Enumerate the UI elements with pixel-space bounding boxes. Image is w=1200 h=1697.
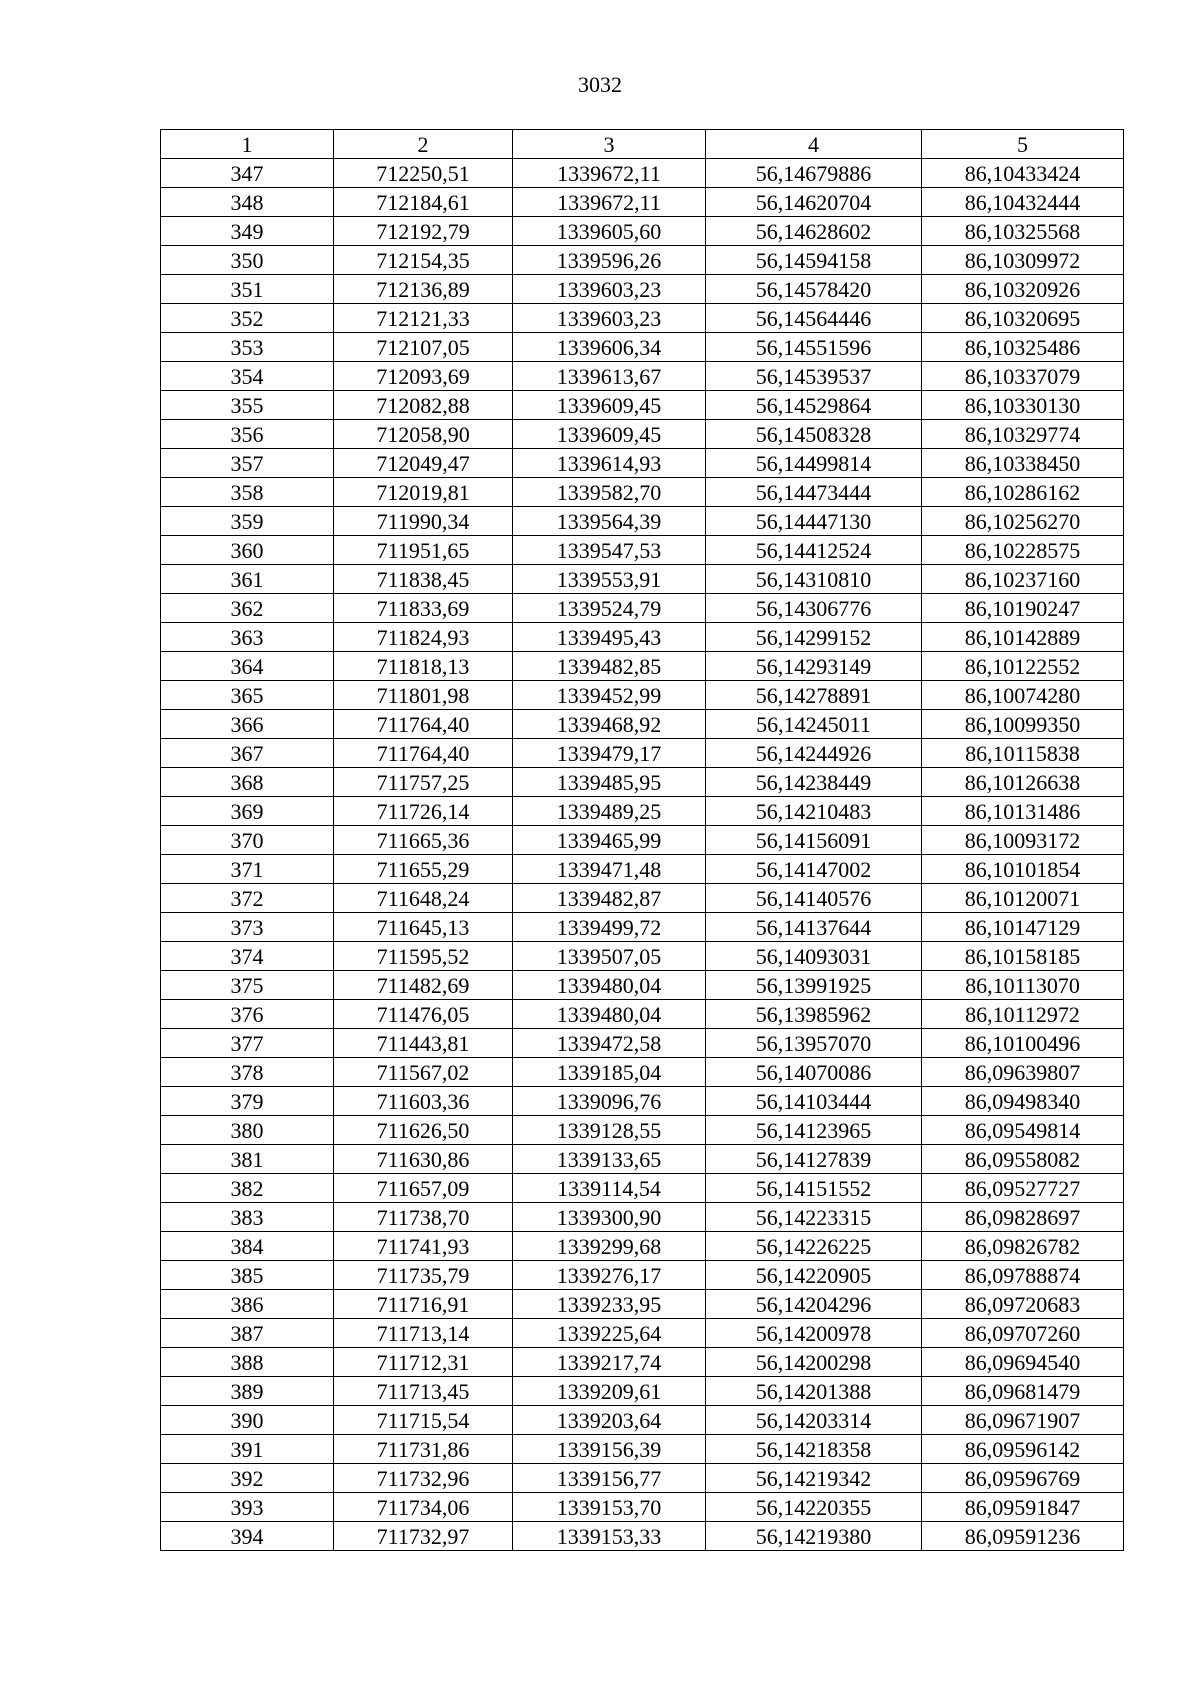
table-cell-col-1: 349 — [161, 217, 334, 246]
table-row — [161, 333, 1124, 362]
table-cell-col-3: 1339114,54 — [513, 1174, 706, 1203]
table-cell-col-4: 56,14238449 — [706, 768, 922, 797]
table-cell-col-1: 353 — [161, 333, 334, 362]
table-cell-col-2: 712107,05 — [334, 333, 513, 362]
table-cell-col-4: 56,14204296 — [706, 1290, 922, 1319]
table-cell-col-5: 86,10158185 — [922, 942, 1124, 971]
table-cell-col-3: 1339603,23 — [513, 304, 706, 333]
table-cell-col-2: 711990,34 — [334, 507, 513, 536]
table-cell-col-3: 1339153,33 — [513, 1522, 706, 1551]
table-cell-col-4: 56,14539537 — [706, 362, 922, 391]
table-cell-col-2: 712154,35 — [334, 246, 513, 275]
table-cell-col-5: 86,09591847 — [922, 1493, 1124, 1522]
table-cell-col-2: 711732,97 — [334, 1522, 513, 1551]
table-cell-col-2: 711801,98 — [334, 681, 513, 710]
table-cell-col-3: 1339596,26 — [513, 246, 706, 275]
table-cell-col-3: 1339482,87 — [513, 884, 706, 913]
table-row — [161, 942, 1124, 971]
table-cell-col-5: 86,10256270 — [922, 507, 1124, 536]
table-cell-col-3: 1339472,58 — [513, 1029, 706, 1058]
table-row — [161, 652, 1124, 681]
table-cell-col-5: 86,09681479 — [922, 1377, 1124, 1406]
table-cell-col-4: 56,13985962 — [706, 1000, 922, 1029]
table-cell-col-1: 371 — [161, 855, 334, 884]
table-cell-col-5: 86,09788874 — [922, 1261, 1124, 1290]
table-cell-col-4: 56,14679886 — [706, 159, 922, 188]
table-cell-col-5: 86,09558082 — [922, 1145, 1124, 1174]
table-cell-col-2: 711764,40 — [334, 739, 513, 768]
table-cell-col-2: 711764,40 — [334, 710, 513, 739]
table-cell-col-2: 712250,51 — [334, 159, 513, 188]
table-cell-col-1: 356 — [161, 420, 334, 449]
table-cell-col-2: 711713,14 — [334, 1319, 513, 1348]
table-cell-col-3: 1339217,74 — [513, 1348, 706, 1377]
table-row — [161, 478, 1124, 507]
table-cell-col-5: 86,10320695 — [922, 304, 1124, 333]
table-cell-col-1: 366 — [161, 710, 334, 739]
table-cell-col-3: 1339233,95 — [513, 1290, 706, 1319]
table-cell-col-4: 56,14278891 — [706, 681, 922, 710]
table-cell-col-5: 86,09694540 — [922, 1348, 1124, 1377]
table-cell-col-1: 387 — [161, 1319, 334, 1348]
table-cell-col-3: 1339480,04 — [513, 1000, 706, 1029]
table-cell-col-5: 86,10190247 — [922, 594, 1124, 623]
table-cell-col-1: 367 — [161, 739, 334, 768]
table-cell-col-4: 56,14620704 — [706, 188, 922, 217]
table-cell-col-2: 711630,86 — [334, 1145, 513, 1174]
table-cell-col-1: 390 — [161, 1406, 334, 1435]
table-cell-col-3: 1339564,39 — [513, 507, 706, 536]
table-row — [161, 420, 1124, 449]
table-cell-col-3: 1339133,65 — [513, 1145, 706, 1174]
table-cell-col-5: 86,10100496 — [922, 1029, 1124, 1058]
table-cell-col-3: 1339452,99 — [513, 681, 706, 710]
table-cell-col-2: 711626,50 — [334, 1116, 513, 1145]
table-cell-col-1: 372 — [161, 884, 334, 913]
table-cell-col-3: 1339605,60 — [513, 217, 706, 246]
table-cell-col-5: 86,09826782 — [922, 1232, 1124, 1261]
header-cell-4: 4 — [706, 130, 922, 159]
table-cell-col-4: 56,14226225 — [706, 1232, 922, 1261]
table-cell-col-5: 86,10320926 — [922, 275, 1124, 304]
table-cell-col-3: 1339582,70 — [513, 478, 706, 507]
table-row — [161, 536, 1124, 565]
table-cell-col-4: 56,14070086 — [706, 1058, 922, 1087]
table-cell-col-3: 1339482,85 — [513, 652, 706, 681]
table-row — [161, 1319, 1124, 1348]
table-body — [161, 159, 1124, 1551]
table-cell-col-4: 56,14245011 — [706, 710, 922, 739]
table-cell-col-3: 1339672,11 — [513, 159, 706, 188]
table-cell-col-3: 1339499,72 — [513, 913, 706, 942]
table-cell-col-1: 350 — [161, 246, 334, 275]
table-cell-col-5: 86,09549814 — [922, 1116, 1124, 1145]
table-cell-col-4: 56,14137644 — [706, 913, 922, 942]
table-cell-col-3: 1339553,91 — [513, 565, 706, 594]
header-row — [161, 130, 1124, 159]
table-cell-col-1: 362 — [161, 594, 334, 623]
table-cell-col-4: 56,14293149 — [706, 652, 922, 681]
table-cell-col-3: 1339276,17 — [513, 1261, 706, 1290]
table-row — [161, 449, 1124, 478]
table-cell-col-3: 1339609,45 — [513, 420, 706, 449]
table-row — [161, 1435, 1124, 1464]
table-cell-col-3: 1339299,68 — [513, 1232, 706, 1261]
table-row — [161, 1493, 1124, 1522]
table-cell-col-3: 1339614,93 — [513, 449, 706, 478]
table-cell-col-1: 370 — [161, 826, 334, 855]
table-cell-col-1: 365 — [161, 681, 334, 710]
table-cell-col-2: 712093,69 — [334, 362, 513, 391]
table-cell-col-4: 56,14201388 — [706, 1377, 922, 1406]
table-cell-col-3: 1339128,55 — [513, 1116, 706, 1145]
table-cell-col-5: 86,10131486 — [922, 797, 1124, 826]
table-cell-col-2: 712121,33 — [334, 304, 513, 333]
table-cell-col-1: 393 — [161, 1493, 334, 1522]
table-cell-col-5: 86,09671907 — [922, 1406, 1124, 1435]
table-row — [161, 246, 1124, 275]
table-cell-col-2: 712049,47 — [334, 449, 513, 478]
table-cell-col-1: 364 — [161, 652, 334, 681]
table-cell-col-4: 56,14310810 — [706, 565, 922, 594]
table-cell-col-4: 56,14218358 — [706, 1435, 922, 1464]
table-cell-col-5: 86,10228575 — [922, 536, 1124, 565]
table-cell-col-2: 712058,90 — [334, 420, 513, 449]
table-cell-col-2: 711595,52 — [334, 942, 513, 971]
header-cell-1: 1 — [161, 130, 334, 159]
table-cell-col-5: 86,10338450 — [922, 449, 1124, 478]
table-cell-col-2: 711838,45 — [334, 565, 513, 594]
table-cell-col-4: 56,14594158 — [706, 246, 922, 275]
table-cell-col-1: 359 — [161, 507, 334, 536]
table-cell-col-2: 711731,86 — [334, 1435, 513, 1464]
table-row — [161, 1464, 1124, 1493]
table-cell-col-5: 86,09591236 — [922, 1522, 1124, 1551]
table-cell-col-4: 56,14203314 — [706, 1406, 922, 1435]
table-cell-col-2: 711824,93 — [334, 623, 513, 652]
table-cell-col-4: 56,14200978 — [706, 1319, 922, 1348]
table-cell-col-3: 1339507,05 — [513, 942, 706, 971]
table-cell-col-5: 86,10309972 — [922, 246, 1124, 275]
table-cell-col-3: 1339606,34 — [513, 333, 706, 362]
table-cell-col-1: 377 — [161, 1029, 334, 1058]
table-cell-col-1: 375 — [161, 971, 334, 1000]
table-cell-col-2: 712192,79 — [334, 217, 513, 246]
table-row — [161, 275, 1124, 304]
table-cell-col-1: 388 — [161, 1348, 334, 1377]
table-cell-col-3: 1339185,04 — [513, 1058, 706, 1087]
table-row — [161, 1522, 1124, 1551]
table-cell-col-1: 392 — [161, 1464, 334, 1493]
table-cell-col-1: 383 — [161, 1203, 334, 1232]
table-cell-col-3: 1339465,99 — [513, 826, 706, 855]
table-cell-col-5: 86,10112972 — [922, 1000, 1124, 1029]
table-cell-col-1: 348 — [161, 188, 334, 217]
table-cell-col-5: 86,10325486 — [922, 333, 1124, 362]
table-cell-col-2: 711818,13 — [334, 652, 513, 681]
table-cell-col-5: 86,10142889 — [922, 623, 1124, 652]
table-row — [161, 826, 1124, 855]
table-cell-col-5: 86,10074280 — [922, 681, 1124, 710]
table-row — [161, 594, 1124, 623]
table-row — [161, 1145, 1124, 1174]
table-row — [161, 188, 1124, 217]
table-cell-col-4: 56,14093031 — [706, 942, 922, 971]
table-cell-col-5: 86,10120071 — [922, 884, 1124, 913]
table-cell-col-3: 1339547,53 — [513, 536, 706, 565]
table-cell-col-2: 711951,65 — [334, 536, 513, 565]
table-cell-col-1: 360 — [161, 536, 334, 565]
table-cell-col-4: 56,14219380 — [706, 1522, 922, 1551]
table-row — [161, 362, 1124, 391]
table-row — [161, 739, 1124, 768]
table-cell-col-3: 1339468,92 — [513, 710, 706, 739]
table-row — [161, 304, 1124, 333]
table-cell-col-4: 56,14628602 — [706, 217, 922, 246]
table-header — [161, 130, 1124, 159]
table-row — [161, 710, 1124, 739]
table-cell-col-2: 711833,69 — [334, 594, 513, 623]
table-cell-col-3: 1339156,39 — [513, 1435, 706, 1464]
table-cell-col-1: 378 — [161, 1058, 334, 1087]
table-cell-col-4: 56,14151552 — [706, 1174, 922, 1203]
table-cell-col-1: 347 — [161, 159, 334, 188]
table-cell-col-3: 1339609,45 — [513, 391, 706, 420]
table-cell-col-3: 1339471,48 — [513, 855, 706, 884]
table-cell-col-5: 86,09498340 — [922, 1087, 1124, 1116]
table-cell-col-4: 56,14564446 — [706, 304, 922, 333]
table-cell-col-2: 712184,61 — [334, 188, 513, 217]
table-row — [161, 1406, 1124, 1435]
table-row — [161, 565, 1124, 594]
table-cell-col-1: 355 — [161, 391, 334, 420]
table-cell-col-5: 86,10147129 — [922, 913, 1124, 942]
table-row — [161, 1377, 1124, 1406]
table-cell-col-1: 382 — [161, 1174, 334, 1203]
table-cell-col-1: 363 — [161, 623, 334, 652]
table-cell-col-5: 86,10115838 — [922, 739, 1124, 768]
table-cell-col-2: 711741,93 — [334, 1232, 513, 1261]
table-row — [161, 1232, 1124, 1261]
table-row — [161, 1000, 1124, 1029]
table-cell-col-4: 56,14103444 — [706, 1087, 922, 1116]
table-cell-col-2: 711443,81 — [334, 1029, 513, 1058]
table-cell-col-4: 56,14499814 — [706, 449, 922, 478]
table-cell-col-2: 711603,36 — [334, 1087, 513, 1116]
table-row — [161, 1203, 1124, 1232]
table-cell-col-3: 1339156,77 — [513, 1464, 706, 1493]
table-cell-col-1: 369 — [161, 797, 334, 826]
table-row — [161, 623, 1124, 652]
table-cell-col-1: 374 — [161, 942, 334, 971]
table-row — [161, 1174, 1124, 1203]
table-cell-col-1: 391 — [161, 1435, 334, 1464]
table-cell-col-1: 368 — [161, 768, 334, 797]
table-cell-col-5: 86,10237160 — [922, 565, 1124, 594]
table-cell-col-3: 1339479,17 — [513, 739, 706, 768]
table-cell-col-2: 711712,31 — [334, 1348, 513, 1377]
table-cell-col-4: 56,14156091 — [706, 826, 922, 855]
table-cell-col-4: 56,14412524 — [706, 536, 922, 565]
table-cell-col-1: 379 — [161, 1087, 334, 1116]
table-cell-col-3: 1339096,76 — [513, 1087, 706, 1116]
table-cell-col-4: 56,14578420 — [706, 275, 922, 304]
table-cell-col-5: 86,09828697 — [922, 1203, 1124, 1232]
table-cell-col-2: 711665,36 — [334, 826, 513, 855]
table-cell-col-1: 380 — [161, 1116, 334, 1145]
table-cell-col-1: 376 — [161, 1000, 334, 1029]
table-cell-col-4: 56,14299152 — [706, 623, 922, 652]
table-cell-col-1: 385 — [161, 1261, 334, 1290]
table-cell-col-5: 86,10433424 — [922, 159, 1124, 188]
table-cell-col-1: 352 — [161, 304, 334, 333]
table-row — [161, 1116, 1124, 1145]
table-cell-col-3: 1339480,04 — [513, 971, 706, 1000]
table-cell-col-2: 711732,96 — [334, 1464, 513, 1493]
table-cell-col-3: 1339495,43 — [513, 623, 706, 652]
table-cell-col-5: 86,09639807 — [922, 1058, 1124, 1087]
table-cell-col-5: 86,10432444 — [922, 188, 1124, 217]
table-cell-col-2: 711735,79 — [334, 1261, 513, 1290]
table-cell-col-3: 1339153,70 — [513, 1493, 706, 1522]
table-cell-col-5: 86,10330130 — [922, 391, 1124, 420]
table-cell-col-4: 56,14551596 — [706, 333, 922, 362]
table-cell-col-3: 1339489,25 — [513, 797, 706, 826]
table-cell-col-4: 56,14244926 — [706, 739, 922, 768]
table-cell-col-3: 1339485,95 — [513, 768, 706, 797]
table-row — [161, 1261, 1124, 1290]
page-number: 3032 — [578, 72, 622, 97]
table-row — [161, 681, 1124, 710]
table-cell-col-2: 711726,14 — [334, 797, 513, 826]
table-cell-col-4: 56,14447130 — [706, 507, 922, 536]
header-cell-3: 3 — [513, 130, 706, 159]
table-cell-col-5: 86,09596142 — [922, 1435, 1124, 1464]
table-cell-col-4: 56,14210483 — [706, 797, 922, 826]
table-cell-col-1: 384 — [161, 1232, 334, 1261]
table-cell-col-4: 56,14306776 — [706, 594, 922, 623]
table-row — [161, 217, 1124, 246]
table-cell-col-4: 56,14529864 — [706, 391, 922, 420]
table-cell-col-4: 56,13991925 — [706, 971, 922, 1000]
table-cell-col-2: 711476,05 — [334, 1000, 513, 1029]
table-cell-col-3: 1339300,90 — [513, 1203, 706, 1232]
table-cell-col-2: 711713,45 — [334, 1377, 513, 1406]
table-cell-col-4: 56,14473444 — [706, 478, 922, 507]
table-cell-col-3: 1339524,79 — [513, 594, 706, 623]
table-cell-col-3: 1339603,23 — [513, 275, 706, 304]
table-cell-col-5: 86,09720683 — [922, 1290, 1124, 1319]
table-row — [161, 1290, 1124, 1319]
table-cell-col-4: 56,14508328 — [706, 420, 922, 449]
table-cell-col-4: 56,14223315 — [706, 1203, 922, 1232]
table-cell-col-1: 361 — [161, 565, 334, 594]
table-cell-col-2: 711655,29 — [334, 855, 513, 884]
table-cell-col-1: 354 — [161, 362, 334, 391]
table-row — [161, 1087, 1124, 1116]
table-row — [161, 855, 1124, 884]
table-row — [161, 913, 1124, 942]
table-cell-col-5: 86,09527727 — [922, 1174, 1124, 1203]
table-cell-col-5: 86,09707260 — [922, 1319, 1124, 1348]
table-cell-col-4: 56,14147002 — [706, 855, 922, 884]
table-cell-col-5: 86,10286162 — [922, 478, 1124, 507]
table-row — [161, 1058, 1124, 1087]
table-row — [161, 507, 1124, 536]
table-row — [161, 768, 1124, 797]
table-row — [161, 391, 1124, 420]
table-cell-col-3: 1339209,61 — [513, 1377, 706, 1406]
table-row — [161, 159, 1124, 188]
table-cell-col-5: 86,10122552 — [922, 652, 1124, 681]
table-cell-col-4: 56,14140576 — [706, 884, 922, 913]
table-cell-col-5: 86,10093172 — [922, 826, 1124, 855]
table-cell-col-2: 711716,91 — [334, 1290, 513, 1319]
table-cell-col-2: 711715,54 — [334, 1406, 513, 1435]
table-cell-col-4: 56,14127839 — [706, 1145, 922, 1174]
table-cell-col-2: 712082,88 — [334, 391, 513, 420]
table-row — [161, 884, 1124, 913]
table-row — [161, 971, 1124, 1000]
table-cell-col-2: 711567,02 — [334, 1058, 513, 1087]
table-cell-col-1: 389 — [161, 1377, 334, 1406]
table-cell-col-5: 86,09596769 — [922, 1464, 1124, 1493]
table-row — [161, 1029, 1124, 1058]
table-cell-col-2: 712019,81 — [334, 478, 513, 507]
table-cell-col-2: 711657,09 — [334, 1174, 513, 1203]
coordinates-table — [160, 129, 1124, 1551]
header-cell-2: 2 — [334, 130, 513, 159]
table-cell-col-5: 86,10325568 — [922, 217, 1124, 246]
header-cell-5: 5 — [922, 130, 1124, 159]
table-cell-col-5: 86,10101854 — [922, 855, 1124, 884]
table-row — [161, 1348, 1124, 1377]
table-cell-col-1: 394 — [161, 1522, 334, 1551]
table-cell-col-4: 56,14200298 — [706, 1348, 922, 1377]
table-cell-col-2: 711738,70 — [334, 1203, 513, 1232]
table-cell-col-2: 711757,25 — [334, 768, 513, 797]
table-cell-col-5: 86,10113070 — [922, 971, 1124, 1000]
table-row — [161, 797, 1124, 826]
table-cell-col-1: 381 — [161, 1145, 334, 1174]
table-cell-col-2: 711482,69 — [334, 971, 513, 1000]
table-cell-col-4: 56,13957070 — [706, 1029, 922, 1058]
table-cell-col-2: 711648,24 — [334, 884, 513, 913]
table-cell-col-1: 357 — [161, 449, 334, 478]
table-cell-col-3: 1339203,64 — [513, 1406, 706, 1435]
table-cell-col-3: 1339672,11 — [513, 188, 706, 217]
table-cell-col-4: 56,14220355 — [706, 1493, 922, 1522]
table-cell-col-5: 86,10099350 — [922, 710, 1124, 739]
table-cell-col-3: 1339225,64 — [513, 1319, 706, 1348]
table-cell-col-3: 1339613,67 — [513, 362, 706, 391]
table-cell-col-1: 373 — [161, 913, 334, 942]
table-cell-col-4: 56,14220905 — [706, 1261, 922, 1290]
table-cell-col-1: 351 — [161, 275, 334, 304]
table-cell-col-1: 386 — [161, 1290, 334, 1319]
table-cell-col-5: 86,10126638 — [922, 768, 1124, 797]
table-cell-col-5: 86,10337079 — [922, 362, 1124, 391]
table-cell-col-2: 712136,89 — [334, 275, 513, 304]
table-cell-col-1: 358 — [161, 478, 334, 507]
table-cell-col-5: 86,10329774 — [922, 420, 1124, 449]
table-cell-col-4: 56,14123965 — [706, 1116, 922, 1145]
table-cell-col-4: 56,14219342 — [706, 1464, 922, 1493]
table-cell-col-2: 711645,13 — [334, 913, 513, 942]
table-cell-col-2: 711734,06 — [334, 1493, 513, 1522]
